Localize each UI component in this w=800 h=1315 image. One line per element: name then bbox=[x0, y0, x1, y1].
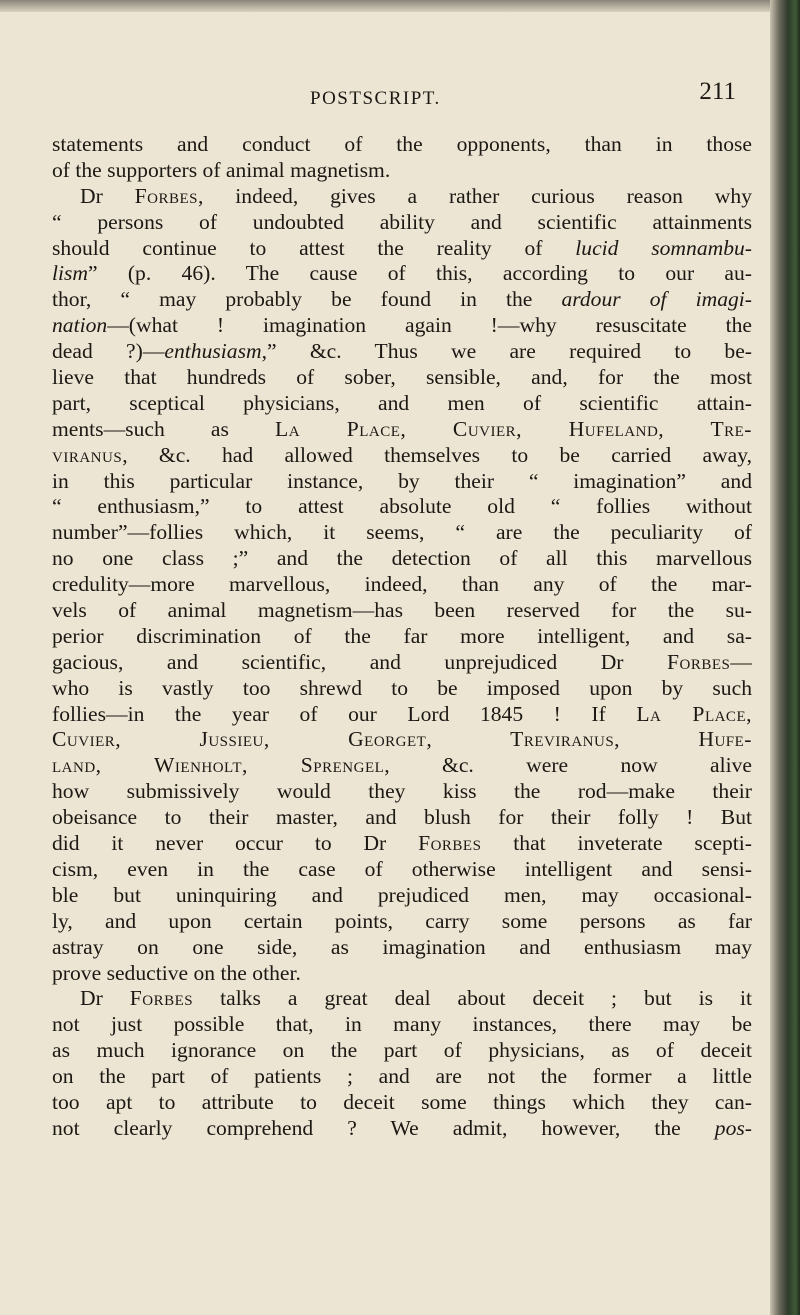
text-segment: ,” &c. Thus we are required to be- bbox=[261, 339, 752, 364]
text-segment: ments—such as bbox=[52, 416, 276, 441]
text-line bbox=[52, 935, 752, 961]
text-segment: “ persons of undoubted ability and scientific attainments bbox=[52, 209, 752, 234]
text-segment: too apt to attribute to deceit some things which they can- bbox=[52, 1089, 752, 1114]
text-segment: that inveterate scepti- bbox=[481, 831, 752, 856]
text-line bbox=[52, 261, 752, 287]
text-segment: La Place, Cuvier, Hufeland, Tre- bbox=[275, 416, 753, 441]
text-segment: Forbes bbox=[134, 183, 199, 208]
text-line bbox=[52, 831, 752, 857]
text-segment: how submissively would they kiss the rod—make their bbox=[52, 779, 752, 804]
text-line bbox=[52, 676, 752, 702]
text-segment: land, Wienholt, Sprengel bbox=[52, 753, 385, 778]
text-line bbox=[52, 520, 752, 546]
text-segment: ardour of imagi- bbox=[561, 287, 752, 312]
text-segment: prove seductive on the other. bbox=[52, 960, 301, 985]
text-line bbox=[52, 287, 752, 313]
text-line bbox=[52, 339, 752, 365]
text-line bbox=[52, 857, 752, 883]
body-text bbox=[52, 132, 752, 1142]
text-segment: viranus bbox=[52, 442, 123, 467]
text-line bbox=[52, 184, 752, 210]
text-segment: nation bbox=[52, 313, 108, 338]
text-line bbox=[52, 1012, 752, 1038]
running-head bbox=[40, 78, 762, 118]
text-line bbox=[52, 961, 752, 987]
text-segment: cism, even in the case of otherwise intelligent and sensi- bbox=[52, 856, 752, 881]
text-line bbox=[52, 417, 752, 443]
text-line bbox=[52, 1064, 752, 1090]
text-segment: —(what ! imagination again !—why resuscitate the bbox=[107, 313, 752, 338]
text-segment: lucid somnambu- bbox=[575, 235, 753, 260]
book-binding-edge bbox=[770, 0, 800, 1315]
text-line bbox=[52, 572, 752, 598]
text-line bbox=[52, 1038, 752, 1064]
text-segment: did it never occur to Dr bbox=[52, 831, 419, 856]
text-line bbox=[52, 598, 752, 624]
text-line bbox=[52, 313, 752, 339]
text-segment: “ enthusiasm,” to attest absolute old “ follies without bbox=[52, 494, 752, 519]
text-line bbox=[52, 210, 752, 236]
text-line bbox=[52, 883, 752, 909]
text-segment: gacious, and scientific, and unprejudiced Dr bbox=[52, 649, 668, 674]
text-segment: Dr bbox=[80, 183, 135, 208]
text-segment: part, sceptical physicians, and men of scientific attain- bbox=[52, 390, 752, 415]
text-segment: in this particular instance, by their “ imagination” and bbox=[52, 468, 752, 493]
text-segment: , indeed, gives a rather curious reason why bbox=[198, 183, 752, 208]
text-segment: enthusiasm bbox=[164, 339, 262, 364]
text-line bbox=[52, 443, 752, 469]
text-line bbox=[52, 391, 752, 417]
text-segment: pos- bbox=[714, 1115, 752, 1140]
text-segment: number”—follies which, it seems, “ are the peculiarity of bbox=[52, 520, 752, 545]
text-segment: should continue to attest the reality of bbox=[52, 235, 576, 260]
text-line bbox=[52, 1116, 752, 1142]
text-segment: talks a great deal about deceit ; but is it bbox=[193, 986, 752, 1011]
text-segment: of the supporters of animal magnetism. bbox=[52, 157, 391, 182]
text-segment: who is vastly too shrewd to be imposed upon by such bbox=[52, 675, 752, 700]
text-segment: astray on one side, as imagination and enthusiasm may bbox=[52, 934, 752, 959]
text-segment: not clearly comprehend ? We admit, however, the bbox=[52, 1115, 715, 1140]
text-line bbox=[52, 779, 752, 805]
text-segment: follies—in the year of our Lord 1845 ! If bbox=[52, 701, 637, 726]
text-line bbox=[52, 469, 752, 495]
text-segment: Dr bbox=[80, 986, 130, 1011]
text-segment: Cuvier, Jussieu, Georget, Treviranus, Hufe- bbox=[52, 727, 752, 752]
text-segment: statements and conduct of the opponents, than in those bbox=[52, 132, 752, 156]
text-segment: no one class ;” and the detection of all this marvellous bbox=[52, 546, 752, 571]
text-segment: lieve that hundreds of sober, sensible, and, for the most bbox=[52, 365, 752, 390]
text-line bbox=[52, 1090, 752, 1116]
text-segment: obeisance to their master, and blush for their folly ! But bbox=[52, 805, 752, 830]
text-segment: , &c. had allowed themselves to be carried away, bbox=[122, 442, 752, 467]
text-segment: Forbes bbox=[129, 986, 194, 1011]
text-line bbox=[52, 236, 752, 262]
text-line bbox=[52, 650, 752, 676]
text-line bbox=[52, 365, 752, 391]
text-segment: credulity—more marvellous, indeed, than any of the mar- bbox=[52, 572, 752, 597]
text-segment: ” (p. 46). The cause of this, according to our au- bbox=[88, 261, 752, 286]
text-segment: Forbes bbox=[667, 649, 731, 674]
text-segment: vels of animal magnetism—has been reserved for the su- bbox=[52, 598, 752, 623]
text-segment: as much ignorance on the part of physicians, as of deceit bbox=[52, 1038, 752, 1063]
page-number: 211 bbox=[699, 78, 736, 105]
text-segment: — bbox=[730, 649, 752, 674]
text-line bbox=[52, 702, 752, 728]
text-line bbox=[52, 624, 752, 650]
text-segment: , &c. were now alive bbox=[384, 753, 752, 778]
text-line bbox=[52, 158, 752, 184]
text-segment: not just possible that, in many instances, there may be bbox=[52, 1012, 752, 1037]
text-segment: thor, “ may probably be found in the bbox=[52, 287, 562, 312]
text-segment: ly, and upon certain points, carry some persons as far bbox=[52, 908, 752, 933]
text-line bbox=[52, 546, 752, 572]
text-line bbox=[52, 753, 752, 779]
text-line bbox=[52, 805, 752, 831]
text-line bbox=[52, 727, 752, 753]
text-segment: La Place, bbox=[636, 701, 753, 726]
text-segment: perior discrimination of the far more intelligent, and sa- bbox=[52, 623, 752, 648]
text-line bbox=[52, 909, 752, 935]
text-segment: ble but uninquiring and prejudiced men, may occasional- bbox=[52, 882, 752, 907]
running-head-title: POSTSCRIPT. bbox=[310, 88, 441, 109]
text-line bbox=[52, 132, 752, 158]
text-segment: dead ?)— bbox=[52, 339, 165, 364]
text-line bbox=[52, 494, 752, 520]
book-page bbox=[40, 0, 762, 1315]
text-segment: lism bbox=[52, 261, 88, 286]
text-segment: on the part of patients ; and are not the former a little bbox=[52, 1064, 752, 1089]
text-line bbox=[52, 986, 752, 1012]
text-segment: Forbes bbox=[418, 831, 482, 856]
